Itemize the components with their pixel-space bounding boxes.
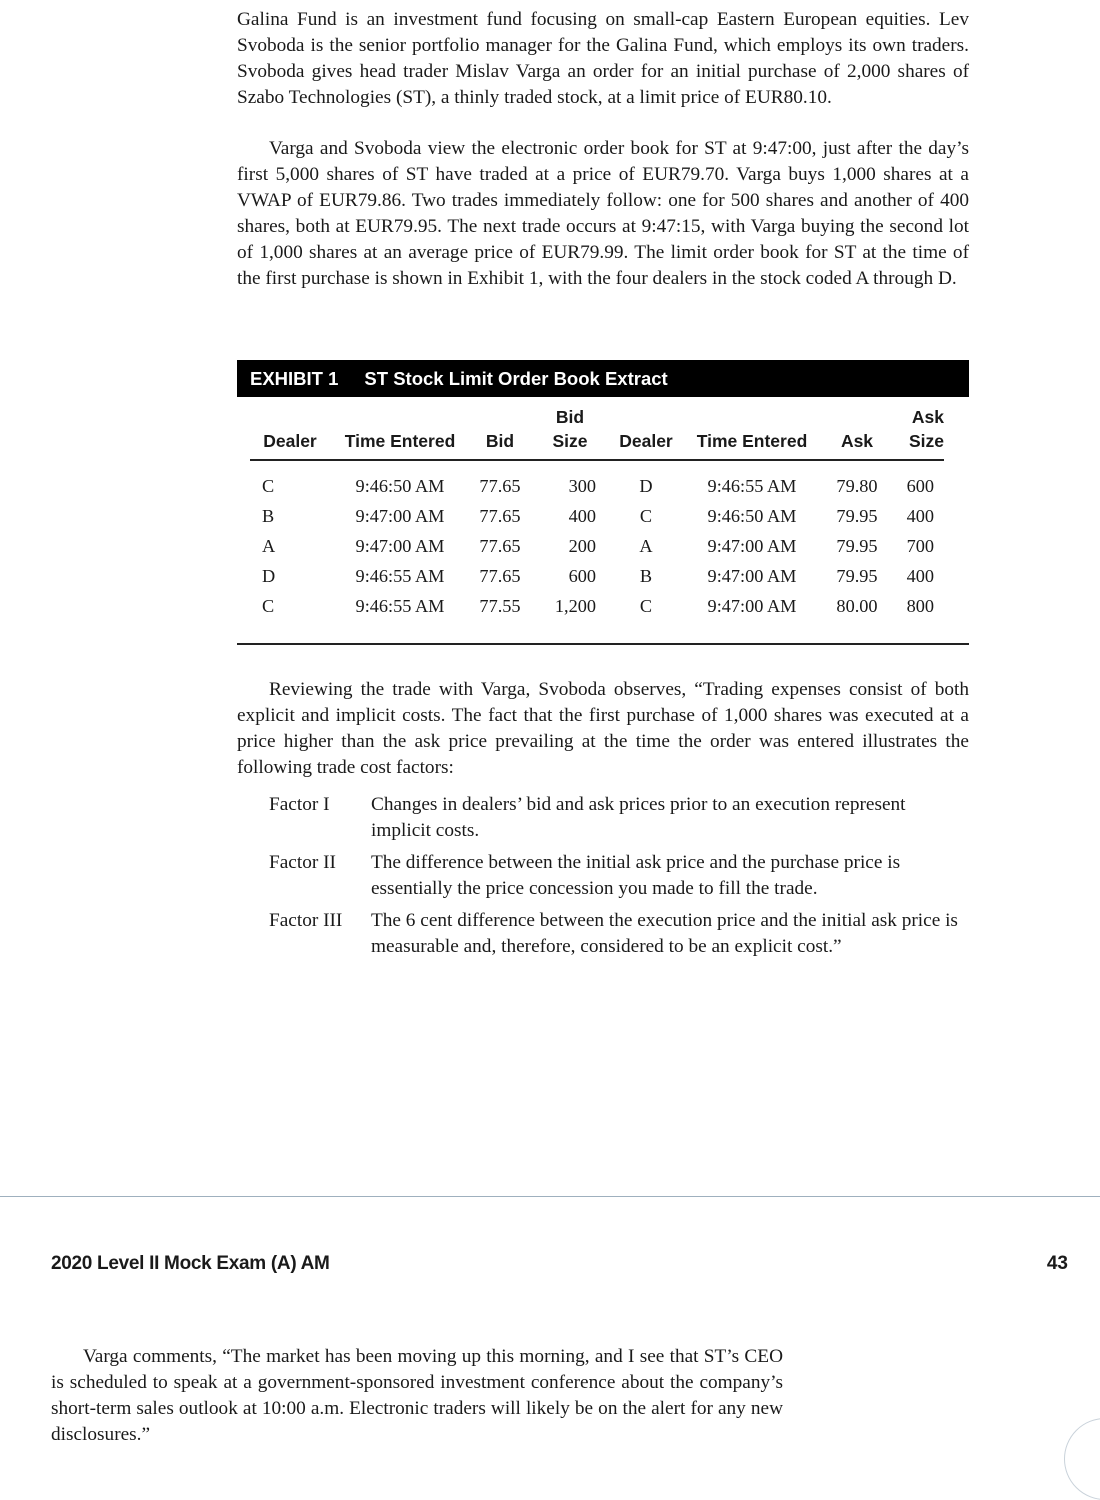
factor-label: Factor II [269, 852, 336, 873]
bid-dealer-cell: D [262, 565, 276, 586]
ask-price-cell: 79.95 [836, 565, 878, 586]
header-bid-size-line1: Bid [555, 407, 585, 427]
footer-title: 2020 Level II Mock Exam (A) AM [51, 1253, 330, 1274]
header-ask-size [892, 405, 944, 460]
page-number: 43 [1046, 1253, 1068, 1274]
bid-price-cell: 77.65 [479, 475, 521, 496]
bid-price-cell: 77.65 [479, 535, 521, 556]
ask-price-cell: 80.00 [836, 595, 878, 616]
factor-text: Changes in dealers’ bid and ask prices prior to an execution represent implicit costs. [371, 794, 906, 841]
page-curl-decoration [1064, 1418, 1100, 1500]
ask-size-cell: 400 [906, 565, 934, 586]
table-row [250, 460, 944, 501]
bid-size-cell: 300 [568, 475, 596, 496]
exhibit-header [237, 360, 969, 397]
bid-size-cell: 200 [568, 535, 596, 556]
table-header-row [250, 405, 944, 460]
header-bid-size [530, 405, 610, 460]
table-row [250, 501, 944, 531]
ask-dealer-cell: C [639, 505, 653, 526]
bid-time-cell: 9:46:55 AM [355, 595, 445, 616]
header-ask-size-line2: Size [908, 431, 944, 451]
intro-paragraph-2: Varga and Svoboda view the electronic order book for ST at 9:47:00, just after the day’s first 5,000 shares of ST have traded at a price of EUR79.70. Varga buys 1,000 shares at a VWAP of EUR79.86. Two trades immediately follow: one for 500 shares and another of 400 shares, both at EUR79.95. The next trade occurs at 9:47:15, with Varga buying the second lot of 1,000 shares at an average price of EUR79.99. The limit order book for ST at the time of the first purchase is shown in Exhibit 1, with the four dealers in the stock coded A through D. [237, 138, 969, 289]
header-bid-size-line2: Size [552, 431, 588, 451]
factor-label: Factor I [269, 794, 330, 815]
table-row [250, 591, 944, 621]
table-row [250, 561, 944, 591]
ask-dealer-cell: C [639, 595, 653, 616]
ask-time-cell: 9:47:00 AM [707, 535, 797, 556]
header-ask-size-line1: Ask [911, 407, 944, 427]
ask-time-cell: 9:47:00 AM [707, 565, 797, 586]
ask-time-cell: 9:47:00 AM [707, 595, 797, 616]
bid-dealer-cell: C [262, 595, 275, 616]
header-bid-dealer: Dealer [250, 405, 330, 460]
ask-size-cell: 700 [906, 535, 934, 556]
header-ask-dealer: Dealer [610, 405, 682, 460]
bid-time-cell: 9:47:00 AM [355, 505, 445, 526]
bid-size-cell: 1,200 [554, 595, 596, 616]
bid-size-cell: 600 [568, 565, 596, 586]
header-bid: Bid [470, 405, 530, 460]
exhibit-number: EXHIBIT 1 [250, 367, 339, 389]
table-row [250, 531, 944, 561]
ask-size-cell: 400 [906, 505, 934, 526]
ask-price-cell: 79.95 [836, 535, 878, 556]
ask-price-cell: 79.95 [836, 505, 878, 526]
factor-text: The 6 cent difference between the execution price and the initial ask price is measurable and, therefore, considered to be an explicit cost.” [371, 910, 958, 957]
factor-list [269, 792, 969, 966]
header-bid-time: Time Entered [330, 405, 470, 460]
bid-time-cell: 9:46:55 AM [355, 565, 445, 586]
bid-time-cell: 9:46:50 AM [355, 475, 445, 496]
bid-dealer-cell: A [262, 535, 276, 556]
ask-dealer-cell: A [639, 535, 653, 556]
bid-price-cell: 77.55 [479, 595, 521, 616]
factor-item [269, 850, 969, 902]
bid-dealer-cell: B [262, 505, 275, 526]
ask-dealer-cell: B [639, 565, 653, 586]
factor-item [269, 908, 969, 960]
bid-time-cell: 9:47:00 AM [355, 535, 445, 556]
exhibit-bottom-rule [237, 643, 969, 645]
page-divider [0, 1196, 1100, 1197]
review-paragraph: Reviewing the trade with Varga, Svoboda observes, “Trading expenses consist of both explicit and implicit costs. The fact that the first purchase of 1,000 shares was executed at a price higher than the ask price prevailing at the time the order was entered illustrates the following trade cost factors: [237, 679, 969, 778]
order-book-table [250, 405, 944, 621]
bid-price-cell: 77.65 [479, 505, 521, 526]
bid-price-cell: 77.65 [479, 565, 521, 586]
header-ask: Ask [822, 405, 892, 460]
ask-price-cell: 79.80 [836, 475, 878, 496]
next-page-paragraph: Varga comments, “The market has been moving up this morning, and I see that ST’s CEO is scheduled to speak at a government-sponsored investment conference about the company’s short-term sales outlook at 10:00 a.m. Electronic traders will likely be on the alert for any new disclosures.” [51, 1346, 783, 1445]
bid-size-cell: 400 [568, 505, 596, 526]
bid-dealer-cell: C [262, 475, 275, 496]
header-ask-time: Time Entered [682, 405, 822, 460]
ask-time-cell: 9:46:50 AM [707, 505, 797, 526]
factor-label: Factor III [269, 910, 343, 931]
ask-time-cell: 9:46:55 AM [707, 475, 797, 496]
intro-paragraph-1: Galina Fund is an investment fund focusing on small-cap Eastern European equities. Lev Svoboda is the senior portfolio manager for the Galina Fund, which employs its own traders. Svoboda gives head trader Mislav Varga an order for an initial purchase of 2,000 shares of Szabo Technologies (ST), a thinly traded stock, at a limit price of EUR80.10. [237, 9, 969, 108]
ask-dealer-cell: D [639, 475, 653, 496]
factor-item [269, 792, 969, 844]
exhibit-title: ST Stock Limit Order Book Extract [364, 367, 668, 389]
ask-size-cell: 600 [906, 475, 934, 496]
factor-text: The difference between the initial ask price and the purchase price is essentially the price concession you made to fill the trade. [371, 852, 901, 899]
ask-size-cell: 800 [906, 595, 934, 616]
